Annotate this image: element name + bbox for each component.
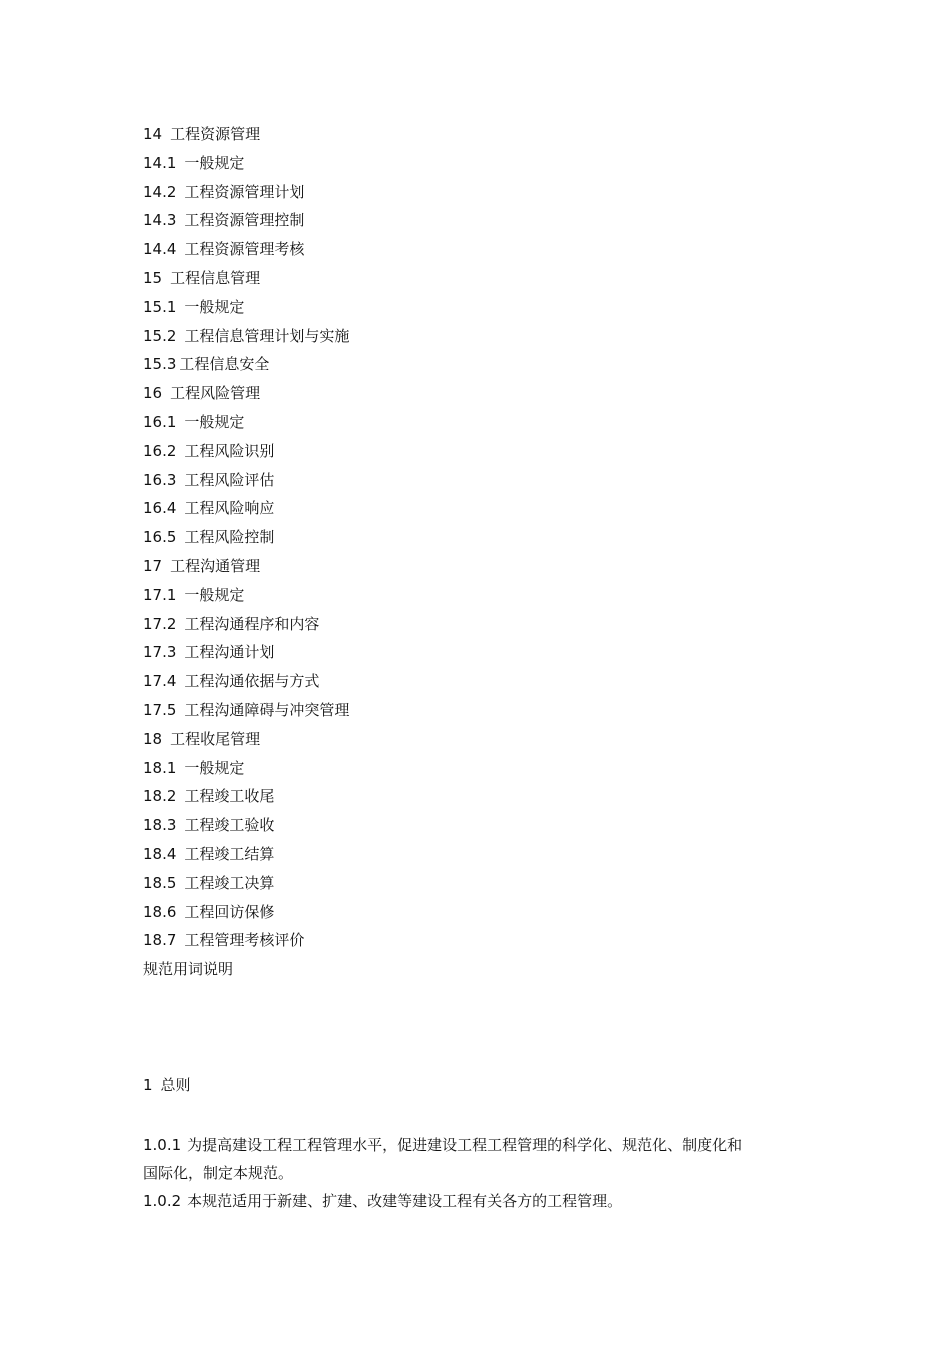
toc-entry <box>143 440 783 469</box>
toc-title: 工程收尾管理 <box>170 729 261 748</box>
toc-entry <box>143 353 783 382</box>
toc-entry <box>143 152 783 181</box>
toc-number: 15.2 <box>143 326 177 345</box>
toc-number: 17.3 <box>143 643 177 662</box>
toc-title: 一般规定 <box>184 297 245 316</box>
toc-title: 工程风险识别 <box>184 441 275 460</box>
toc-number: 14.1 <box>143 153 177 172</box>
toc-entry <box>143 929 783 958</box>
toc-number: 14.3 <box>143 211 177 230</box>
toc-entry <box>143 497 783 526</box>
toc-number: 18.1 <box>143 758 177 777</box>
toc-entry <box>143 469 783 498</box>
clause-text: 本规范适用于新建、扩建、改建等建设工程有关各方的工程管理。 <box>187 1192 623 1210</box>
toc-number: 18.3 <box>143 816 177 835</box>
toc-number: 16.2 <box>143 441 177 460</box>
toc-title: 一般规定 <box>184 412 245 431</box>
toc-title: 工程资源管理计划 <box>184 182 305 201</box>
toc-entry <box>143 757 783 786</box>
toc-entry <box>143 728 783 757</box>
toc-number: 18.5 <box>143 873 177 892</box>
toc-entry <box>143 613 783 642</box>
toc-number: 16.1 <box>143 412 177 431</box>
toc-entry <box>143 296 783 325</box>
toc-entry <box>143 670 783 699</box>
toc-title: 工程资源管理考核 <box>184 240 305 259</box>
toc-number: 14.2 <box>143 182 177 201</box>
toc-title: 工程竣工收尾 <box>184 787 275 806</box>
toc-entry <box>143 411 783 440</box>
toc-entry <box>143 325 783 354</box>
toc-number: 17.1 <box>143 585 177 604</box>
toc-number: 15 <box>143 268 163 287</box>
toc-number: 16 <box>143 384 163 403</box>
toc-entry <box>143 181 783 210</box>
toc-title: 工程竣工结算 <box>184 844 275 863</box>
toc-title: 工程资源管理控制 <box>184 211 305 230</box>
toc-title: 一般规定 <box>184 585 245 604</box>
toc-title: 工程风险管理 <box>170 384 261 403</box>
toc-entry <box>143 584 783 613</box>
clause-number: 1.0.2 <box>143 1192 182 1210</box>
body-text <box>143 1131 753 1215</box>
toc-entry <box>143 382 783 411</box>
toc-entry <box>143 555 783 584</box>
toc-number: 18 <box>143 729 163 748</box>
toc-title: 工程风险控制 <box>184 528 275 547</box>
toc-number: 18.2 <box>143 787 177 806</box>
toc-title: 工程信息安全 <box>179 355 270 374</box>
toc-number: 15.3 <box>143 355 177 374</box>
toc-entry <box>143 238 783 267</box>
toc-number: 15.1 <box>143 297 177 316</box>
toc-number: 17.5 <box>143 700 177 719</box>
toc-entry <box>143 958 783 987</box>
table-of-contents <box>143 123 783 987</box>
section-heading <box>143 1074 191 1096</box>
clause-text: 为提高建设工程工程管理水平，促进建设工程工程管理的科学化、规范化、制度化和国际化，制定本规范。 <box>143 1136 743 1182</box>
toc-number: 17.4 <box>143 672 177 691</box>
toc-number: 18.4 <box>143 844 177 863</box>
section-number: 1 <box>143 1076 153 1094</box>
toc-title: 工程风险评估 <box>184 470 275 489</box>
toc-entry <box>143 267 783 296</box>
clause-paragraph <box>143 1131 753 1187</box>
toc-number: 17.2 <box>143 614 177 633</box>
toc-title: 工程沟通障碍与冲突管理 <box>184 700 350 719</box>
toc-entry <box>143 843 783 872</box>
toc-title: 工程沟通计划 <box>184 643 275 662</box>
toc-title: 工程沟通依据与方式 <box>184 672 320 691</box>
toc-number: 18.6 <box>143 902 177 921</box>
toc-entry <box>143 699 783 728</box>
toc-number: 14 <box>143 125 163 143</box>
toc-number: 17 <box>143 556 163 575</box>
toc-entry <box>143 209 783 238</box>
toc-entry <box>143 526 783 555</box>
toc-title: 工程竣工决算 <box>184 873 275 892</box>
toc-number: 18.7 <box>143 931 177 950</box>
toc-entry <box>143 123 783 152</box>
toc-number: 14.4 <box>143 240 177 259</box>
toc-number: 16.3 <box>143 470 177 489</box>
toc-title: 规范用词说明 <box>143 960 234 979</box>
toc-title: 工程资源管理 <box>170 125 261 143</box>
toc-entry <box>143 872 783 901</box>
clause-paragraph <box>143 1187 753 1215</box>
toc-entry <box>143 785 783 814</box>
toc-number: 16.4 <box>143 499 177 518</box>
section-title: 总则 <box>160 1076 191 1094</box>
toc-title: 工程沟通程序和内容 <box>184 614 320 633</box>
toc-title: 工程竣工验收 <box>184 816 275 835</box>
toc-title: 工程沟通管理 <box>170 556 261 575</box>
toc-number: 16.5 <box>143 528 177 547</box>
toc-entry <box>143 901 783 930</box>
clause-number: 1.0.1 <box>143 1136 182 1154</box>
toc-title: 工程信息管理 <box>170 268 261 287</box>
toc-title: 工程信息管理计划与实施 <box>184 326 350 345</box>
toc-title: 一般规定 <box>184 153 245 172</box>
toc-title: 工程回访保修 <box>184 902 275 921</box>
toc-entry <box>143 814 783 843</box>
toc-entry <box>143 641 783 670</box>
toc-title: 工程管理考核评价 <box>184 931 305 950</box>
toc-title: 工程风险响应 <box>184 499 275 518</box>
toc-title: 一般规定 <box>184 758 245 777</box>
